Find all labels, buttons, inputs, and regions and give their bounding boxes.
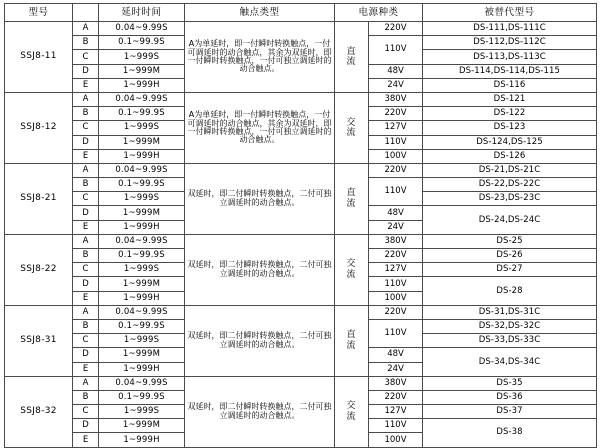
voltage-cell: 127V <box>369 263 423 277</box>
code-cell: C <box>73 405 99 419</box>
power-kind-cell <box>335 376 369 447</box>
voltage-cell: 24V <box>369 362 423 376</box>
code-cell: D <box>73 135 99 149</box>
table-row <box>5 234 597 248</box>
voltage-cell: 48V <box>369 206 423 220</box>
code-cell: A <box>73 22 99 36</box>
delay-cell: 1~999H <box>99 78 185 92</box>
contact-type-cell: A为单延时，即一付瞬时转换触点，一付可调延时的动合触点，其余为双延时，即一付瞬时转换触点，一付可独立调延时的动合触点。 <box>185 22 335 93</box>
code-cell: D <box>73 206 99 220</box>
voltage-cell: 110V <box>369 419 423 433</box>
power-kind-label: 交 流 <box>346 259 357 280</box>
code-cell: B <box>73 249 99 263</box>
table-row <box>5 92 597 106</box>
power-kind-cell <box>335 305 369 376</box>
delay-cell: 1~999S <box>99 50 185 64</box>
replaced-model-cell: DS-27 <box>423 263 597 277</box>
power-kind-label: 交 流 <box>346 401 357 422</box>
code-cell: A <box>73 234 99 248</box>
code-cell: E <box>73 149 99 163</box>
contact-type-cell: 双延时，即二付瞬时转换触点，二付可独立调延时的动合触点。 <box>185 305 335 376</box>
delay-cell: 0.1~99.9S <box>99 319 185 333</box>
code-cell: E <box>73 362 99 376</box>
delay-cell: 0.1~99.9S <box>99 178 185 192</box>
voltage-cell: 127V <box>369 121 423 135</box>
voltage-cell: 110V <box>369 135 423 149</box>
replaced-model-cell: DS-22,DS-22C <box>423 178 597 192</box>
replaced-model-cell: DS-35 <box>423 376 597 390</box>
replaced-model-cell: DS-25 <box>423 234 597 248</box>
code-cell: C <box>73 50 99 64</box>
replaced-model-cell: DS-34,DS-34C <box>423 348 597 376</box>
voltage-cell: 48V <box>369 64 423 78</box>
contact-type-cell: 双延时，即二付瞬时转换触点，二付可独立调延时的动合触点。 <box>185 163 335 234</box>
delay-cell: 0.1~99.9S <box>99 107 185 121</box>
replaced-model-cell: DS-113,DS-113C <box>423 50 597 64</box>
delay-cell: 0.1~99.9S <box>99 36 185 50</box>
header-row <box>5 4 597 22</box>
voltage-cell: 380V <box>369 376 423 390</box>
header-replaced: 被替代型号 <box>423 4 597 22</box>
code-cell: A <box>73 92 99 106</box>
delay-cell: 1~999S <box>99 334 185 348</box>
delay-cell: 1~999H <box>99 362 185 376</box>
delay-cell: 1~999M <box>99 135 185 149</box>
voltage-cell: 100V <box>369 291 423 305</box>
code-cell: E <box>73 220 99 234</box>
table-row <box>5 163 597 177</box>
delay-cell: 1~999M <box>99 348 185 362</box>
replaced-model-cell: DS-111,DS-111C <box>423 22 597 36</box>
voltage-cell: 110V <box>369 36 423 64</box>
header-power-kind: 电源种类 <box>335 4 423 22</box>
voltage-cell: 110V <box>369 277 423 291</box>
replaced-model-cell: DS-37 <box>423 405 597 419</box>
code-cell: B <box>73 107 99 121</box>
power-kind-label: 直 流 <box>346 330 357 351</box>
model-cell: SSJ8-11 <box>5 22 73 93</box>
voltage-cell: 100V <box>369 149 423 163</box>
code-cell: C <box>73 334 99 348</box>
replaced-model-cell: DS-123 <box>423 121 597 135</box>
delay-cell: 0.1~99.9S <box>99 390 185 404</box>
delay-cell: 0.04~9.99S <box>99 305 185 319</box>
contact-type-cell: 双延时，即二付瞬时转换触点，二付可独立调延时的动合触点。 <box>185 376 335 447</box>
table-row <box>5 22 597 36</box>
code-cell: C <box>73 121 99 135</box>
replaced-model-cell: DS-33,DS-33C <box>423 334 597 348</box>
replaced-model-cell: DS-26 <box>423 249 597 263</box>
contact-type-cell: 双延时，即二付瞬时转换触点，二付可独立调延时的动合触点。 <box>185 234 335 305</box>
code-cell: C <box>73 263 99 277</box>
delay-cell: 0.04~9.99S <box>99 92 185 106</box>
replaced-model-cell: DS-28 <box>423 277 597 305</box>
power-kind-cell <box>335 163 369 234</box>
model-cell: SSJ8-21 <box>5 163 73 234</box>
voltage-cell: 24V <box>369 78 423 92</box>
delay-cell: 0.04~9.99S <box>99 376 185 390</box>
delay-cell: 0.04~9.99S <box>99 163 185 177</box>
header-model: 型号 <box>5 4 73 22</box>
header-contact: 触点类型 <box>185 4 335 22</box>
power-kind-label: 直 流 <box>346 46 357 67</box>
code-cell: D <box>73 277 99 291</box>
code-cell: B <box>73 178 99 192</box>
header-delay: 延时时间 <box>99 4 185 22</box>
replaced-model-cell: DS-36 <box>423 390 597 404</box>
voltage-cell: 220V <box>369 22 423 36</box>
voltage-cell: 110V <box>369 178 423 206</box>
delay-cell: 1~999M <box>99 277 185 291</box>
voltage-cell: 220V <box>369 163 423 177</box>
voltage-cell: 220V <box>369 390 423 404</box>
replaced-model-cell: DS-124,DS-125 <box>423 135 597 149</box>
code-cell: A <box>73 163 99 177</box>
specification-table <box>4 3 597 448</box>
voltage-cell: 220V <box>369 249 423 263</box>
code-cell: E <box>73 433 99 447</box>
delay-cell: 1~999S <box>99 192 185 206</box>
power-kind-cell <box>335 234 369 305</box>
voltage-cell: 220V <box>369 107 423 121</box>
contact-type-cell: A为单延时，即一付瞬时转换触点，一付可调延时的动合触点，其余为双延时，即一付瞬时转换触点，一付可独立调延时的动合触点。 <box>185 92 335 163</box>
delay-cell: 1~999M <box>99 64 185 78</box>
replaced-model-cell: DS-24,DS-24C <box>423 206 597 234</box>
code-cell: D <box>73 64 99 78</box>
delay-cell: 1~999H <box>99 220 185 234</box>
code-cell: B <box>73 36 99 50</box>
header-code <box>73 4 99 22</box>
code-cell: A <box>73 305 99 319</box>
code-cell: D <box>73 348 99 362</box>
voltage-cell: 380V <box>369 92 423 106</box>
model-cell: SSJ8-32 <box>5 376 73 447</box>
voltage-cell: 380V <box>369 234 423 248</box>
delay-cell: 1~999M <box>99 206 185 220</box>
delay-cell: 1~999H <box>99 291 185 305</box>
model-cell: SSJ8-12 <box>5 92 73 163</box>
code-cell: A <box>73 376 99 390</box>
code-cell: C <box>73 192 99 206</box>
power-kind-label: 交 流 <box>346 117 357 138</box>
replaced-model-cell: DS-21,DS-21C <box>423 163 597 177</box>
delay-cell: 0.04~9.99S <box>99 22 185 36</box>
voltage-cell: 100V <box>369 433 423 447</box>
delay-cell: 1~999H <box>99 433 185 447</box>
voltage-cell: 220V <box>369 305 423 319</box>
replaced-model-cell: DS-121 <box>423 92 597 106</box>
voltage-cell: 48V <box>369 348 423 362</box>
replaced-model-cell: DS-32,DS-32C <box>423 319 597 333</box>
model-cell: SSJ8-31 <box>5 305 73 376</box>
table-row <box>5 305 597 319</box>
code-cell: E <box>73 78 99 92</box>
delay-cell: 1~999S <box>99 263 185 277</box>
replaced-model-cell: DS-114,DS-114,DS-115 <box>423 64 597 78</box>
replaced-model-cell: DS-31,DS-31C <box>423 305 597 319</box>
voltage-cell: 24V <box>369 220 423 234</box>
replaced-model-cell: DS-122 <box>423 107 597 121</box>
replaced-model-cell: DS-23,DS-23C <box>423 192 597 206</box>
delay-cell: 1~999H <box>99 149 185 163</box>
code-cell: B <box>73 390 99 404</box>
replaced-model-cell: DS-126 <box>423 149 597 163</box>
table-row <box>5 376 597 390</box>
table-header <box>5 4 597 22</box>
voltage-cell: 127V <box>369 405 423 419</box>
delay-cell: 0.1~99.9S <box>99 249 185 263</box>
code-cell: D <box>73 419 99 433</box>
delay-cell: 1~999M <box>99 419 185 433</box>
table-body <box>5 22 597 448</box>
power-kind-label: 直 流 <box>346 188 357 209</box>
delay-cell: 1~999S <box>99 121 185 135</box>
delay-cell: 1~999S <box>99 405 185 419</box>
power-kind-cell <box>335 92 369 163</box>
voltage-cell: 110V <box>369 319 423 347</box>
power-kind-cell <box>335 22 369 93</box>
model-cell: SSJ8-22 <box>5 234 73 305</box>
replaced-model-cell: DS-112,DS-112C <box>423 36 597 50</box>
delay-cell: 0.04~9.99S <box>99 234 185 248</box>
replaced-model-cell: DS-38 <box>423 419 597 447</box>
code-cell: E <box>73 291 99 305</box>
replaced-model-cell: DS-116 <box>423 78 597 92</box>
code-cell: B <box>73 319 99 333</box>
